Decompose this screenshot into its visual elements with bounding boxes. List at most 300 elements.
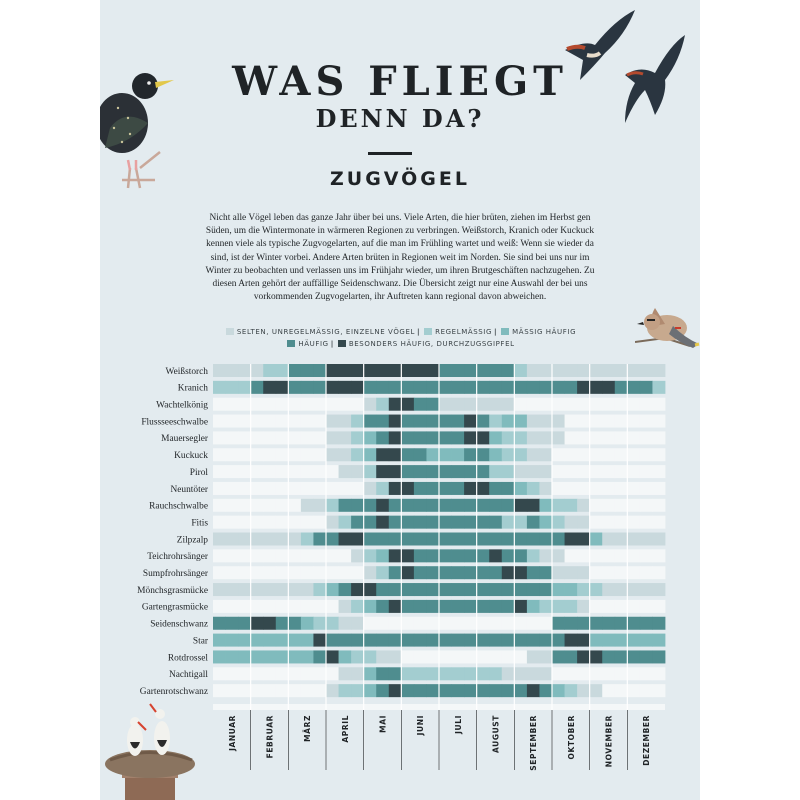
occurrence-cell (452, 667, 465, 680)
occurrence-cell (489, 499, 502, 512)
occurrence-cell (376, 600, 389, 613)
occurrence-cell (489, 549, 502, 562)
occurrence-cell (615, 634, 628, 647)
occurrence-cell (288, 600, 301, 613)
occurrence-cell (301, 533, 314, 546)
occurrence-cell (288, 533, 301, 546)
occurrence-cell (652, 583, 665, 596)
occurrence-cell (577, 684, 590, 697)
occurrence-cell (577, 617, 590, 630)
occurrence-cell (439, 431, 452, 444)
occurrence-cell (590, 600, 603, 613)
occurrence-cell (502, 398, 515, 411)
occurrence-cell (313, 482, 326, 495)
month-label: OKTOBER (566, 715, 576, 760)
occurrence-cell (276, 600, 289, 613)
occurrence-cell (339, 549, 352, 562)
occurrence-cell (389, 667, 402, 680)
occurrence-cell (288, 465, 301, 478)
occurrence-cell (339, 415, 352, 428)
occurrence-cell (539, 482, 552, 495)
occurrence-cell (565, 533, 578, 546)
occurrence-cell (577, 499, 590, 512)
occurrence-cell (251, 650, 264, 663)
occurrence-cell (577, 549, 590, 562)
occurrence-cell (326, 516, 339, 529)
occurrence-cell (376, 566, 389, 579)
occurrence-cell (426, 448, 439, 461)
occurrence-cell (326, 381, 339, 394)
occurrence-cell (401, 415, 414, 428)
occurrence-cell (414, 583, 427, 596)
occurrence-cell (401, 533, 414, 546)
occurrence-cell (276, 431, 289, 444)
occurrence-cell (339, 516, 352, 529)
occurrence-cell (288, 516, 301, 529)
occurrence-cell (477, 398, 490, 411)
occurrence-cell (238, 431, 251, 444)
occurrence-cell (401, 650, 414, 663)
occurrence-cell (489, 533, 502, 546)
occurrence-cell (452, 465, 465, 478)
occurrence-cell (502, 431, 515, 444)
occurrence-cell (552, 600, 565, 613)
occurrence-cell (502, 499, 515, 512)
occurrence-cell (539, 650, 552, 663)
occurrence-cell (263, 499, 276, 512)
occurrence-cell (389, 566, 402, 579)
occurrence-cell (627, 381, 640, 394)
occurrence-cell (414, 650, 427, 663)
occurrence-cell (313, 448, 326, 461)
occurrence-cell (615, 381, 628, 394)
occurrence-cell (313, 566, 326, 579)
occurrence-cell (615, 583, 628, 596)
poster (100, 0, 700, 800)
legend-label-2: REGELMÄSSIG (435, 328, 492, 336)
occurrence-cell (615, 448, 628, 461)
occurrence-cell (288, 381, 301, 394)
occurrence-cell (251, 415, 264, 428)
occurrence-cell (351, 448, 364, 461)
occurrence-cell (464, 415, 477, 428)
occurrence-cell (263, 684, 276, 697)
occurrence-cell (238, 482, 251, 495)
occurrence-cell (527, 465, 540, 478)
occurrence-cell (389, 634, 402, 647)
occurrence-cell (439, 566, 452, 579)
occurrence-cell (351, 499, 364, 512)
occurrence-cell (414, 566, 427, 579)
occurrence-cell (339, 600, 352, 613)
occurrence-cell (477, 566, 490, 579)
occurrence-cell (213, 583, 226, 596)
occurrence-cell (426, 364, 439, 377)
occurrence-cell (426, 516, 439, 529)
occurrence-cell (502, 634, 515, 647)
occurrence-cell (577, 431, 590, 444)
occurrence-cell (238, 549, 251, 562)
occurrence-cell (514, 398, 527, 411)
occurrence-cell (414, 398, 427, 411)
occurrence-cell (602, 583, 615, 596)
occurrence-cell (552, 667, 565, 680)
occurrence-cell (627, 667, 640, 680)
occurrence-cell (590, 516, 603, 529)
occurrence-cell (364, 600, 377, 613)
occurrence-cell (602, 549, 615, 562)
occurrence-cell (414, 684, 427, 697)
occurrence-cell (389, 448, 402, 461)
occurrence-cell (552, 650, 565, 663)
occurrence-cell (263, 533, 276, 546)
occurrence-cell (477, 499, 490, 512)
occurrence-cell (590, 634, 603, 647)
occurrence-cell (226, 465, 239, 478)
occurrence-cell (351, 634, 364, 647)
occurrence-cell (464, 533, 477, 546)
occurrence-cell (364, 549, 377, 562)
occurrence-cell (251, 634, 264, 647)
occurrence-cell (652, 600, 665, 613)
occurrence-cell (401, 398, 414, 411)
occurrence-cell (615, 549, 628, 562)
occurrence-cell (464, 549, 477, 562)
occurrence-cell (615, 499, 628, 512)
occurrence-cell (489, 650, 502, 663)
page-subtitle: ZUGVÖGEL (329, 168, 470, 190)
species-label: Neuntöter (170, 484, 208, 495)
occurrence-cell (339, 566, 352, 579)
occurrence-cell (426, 465, 439, 478)
occurrence-cell (351, 600, 364, 613)
occurrence-cell (226, 499, 239, 512)
occurrence-cell (313, 600, 326, 613)
occurrence-cell (326, 667, 339, 680)
page-title-line2: DENN DA? (315, 104, 485, 133)
occurrence-cell (339, 583, 352, 596)
occurrence-cell (389, 516, 402, 529)
occurrence-cell (627, 499, 640, 512)
occurrence-cell (552, 398, 565, 411)
occurrence-cell (552, 381, 565, 394)
occurrence-cell (502, 465, 515, 478)
occurrence-cell (439, 549, 452, 562)
occurrence-cell (351, 415, 364, 428)
occurrence-cell (577, 381, 590, 394)
occurrence-cell (602, 566, 615, 579)
occurrence-cell (590, 381, 603, 394)
occurrence-cell (489, 465, 502, 478)
occurrence-cell (351, 364, 364, 377)
species-label: Fitis (191, 518, 208, 529)
occurrence-cell (301, 617, 314, 630)
occurrence-cell (326, 415, 339, 428)
occurrence-cell (301, 364, 314, 377)
waxwing-illustration (635, 298, 700, 360)
occurrence-cell (251, 533, 264, 546)
occurrence-cell (263, 516, 276, 529)
occurrence-cell (401, 431, 414, 444)
occurrence-cell (452, 617, 465, 630)
occurrence-cell (565, 667, 578, 680)
occurrence-cell (590, 617, 603, 630)
occurrence-cell (590, 431, 603, 444)
occurrence-cell (640, 448, 653, 461)
occurrence-cell (577, 600, 590, 613)
occurrence-cell (652, 398, 665, 411)
occurrence-cell (615, 533, 628, 546)
occurrence-cell (288, 684, 301, 697)
species-label: Kranich (177, 383, 208, 394)
occurrence-cell (552, 364, 565, 377)
occurrence-cell (652, 533, 665, 546)
occurrence-cell (439, 684, 452, 697)
occurrence-cell (414, 667, 427, 680)
occurrence-cell (238, 684, 251, 697)
occurrence-cell (313, 465, 326, 478)
month-label: JUNI (416, 715, 426, 736)
occurrence-cell (226, 684, 239, 697)
occurrence-cell (489, 617, 502, 630)
occurrence-cell (452, 600, 465, 613)
occurrence-cell (439, 482, 452, 495)
occurrence-cell (464, 398, 477, 411)
occurrence-cell (301, 549, 314, 562)
legend-separator: | (494, 328, 498, 336)
occurrence-cell (401, 549, 414, 562)
occurrence-cell (339, 364, 352, 377)
occurrence-cell (652, 415, 665, 428)
occurrence-cell (539, 516, 552, 529)
occurrence-cell (565, 415, 578, 428)
occurrence-cell (263, 415, 276, 428)
occurrence-cell (527, 516, 540, 529)
occurrence-cell (590, 684, 603, 697)
occurrence-cell (652, 448, 665, 461)
occurrence-cell (489, 566, 502, 579)
occurrence-cell (590, 482, 603, 495)
occurrence-cell (590, 533, 603, 546)
occurrence-cell (351, 549, 364, 562)
occurrence-cell (313, 617, 326, 630)
occurrence-cell (426, 415, 439, 428)
occurrence-cell (552, 499, 565, 512)
month-label: FEBRUAR (265, 715, 275, 759)
occurrence-cell (640, 617, 653, 630)
occurrence-cell (565, 465, 578, 478)
occurrence-cell (389, 381, 402, 394)
species-label: Weißstorch (165, 366, 208, 377)
occurrence-cell (288, 566, 301, 579)
occurrence-cell (477, 415, 490, 428)
occurrence-cell (577, 634, 590, 647)
occurrence-cell (414, 499, 427, 512)
occurrence-cell (552, 617, 565, 630)
occurrence-cell (627, 617, 640, 630)
occurrence-cell (527, 431, 540, 444)
occurrence-cell (527, 448, 540, 461)
occurrence-cell (640, 684, 653, 697)
occurrence-cell (527, 684, 540, 697)
occurrence-cell (439, 415, 452, 428)
occurrence-cell (627, 482, 640, 495)
occurrence-cell (539, 499, 552, 512)
occurrence-cell (514, 583, 527, 596)
occurrence-cell (652, 634, 665, 647)
occurrence-cell (389, 431, 402, 444)
occurrence-cell (351, 516, 364, 529)
occurrence-cell (452, 516, 465, 529)
occurrence-cell (539, 667, 552, 680)
occurrence-cell (590, 549, 603, 562)
occurrence-cell (389, 364, 402, 377)
occurrence-cell (288, 482, 301, 495)
occurrence-cell (326, 431, 339, 444)
occurrence-cell (552, 549, 565, 562)
occurrence-cell (439, 364, 452, 377)
occurrence-cell (339, 533, 352, 546)
occurrence-cell (276, 634, 289, 647)
occurrence-cell (313, 364, 326, 377)
occurrence-cell (376, 684, 389, 697)
occurrence-cell (376, 381, 389, 394)
occurrence-cell (615, 667, 628, 680)
occurrence-cell (477, 549, 490, 562)
occurrence-cell (276, 684, 289, 697)
occurrence-cell (376, 364, 389, 377)
occurrence-cell (313, 398, 326, 411)
occurrence-cell (213, 499, 226, 512)
occurrence-cell (477, 482, 490, 495)
occurrence-cell (414, 465, 427, 478)
occurrence-cell (251, 482, 264, 495)
occurrence-cell (226, 364, 239, 377)
occurrence-cell (301, 634, 314, 647)
occurrence-cell (452, 533, 465, 546)
occurrence-cell (401, 617, 414, 630)
occurrence-cell (226, 549, 239, 562)
occurrence-cell (238, 364, 251, 377)
occurrence-cell (577, 364, 590, 377)
occurrence-cell (313, 650, 326, 663)
occurrence-cell (326, 465, 339, 478)
occurrence-cell (364, 667, 377, 680)
occurrence-cell (276, 533, 289, 546)
occurrence-cell (426, 634, 439, 647)
legend-label-4: HÄUFIG (298, 340, 329, 348)
occurrence-cell (439, 448, 452, 461)
occurrence-cell (401, 364, 414, 377)
occurrence-cell (514, 533, 527, 546)
occurrence-cell (401, 381, 414, 394)
occurrence-cell (339, 667, 352, 680)
occurrence-cell (313, 499, 326, 512)
occurrence-cell (477, 381, 490, 394)
occurrence-cell (251, 516, 264, 529)
occurrence-cell (276, 549, 289, 562)
occurrence-cell (414, 364, 427, 377)
occurrence-cell (238, 600, 251, 613)
occurrence-cell (627, 583, 640, 596)
occurrence-cell (489, 415, 502, 428)
occurrence-cell (339, 465, 352, 478)
occurrence-cell (364, 465, 377, 478)
occurrence-cell (401, 667, 414, 680)
occurrence-cell (389, 398, 402, 411)
occurrence-cell (389, 549, 402, 562)
occurrence-cell (439, 583, 452, 596)
occurrence-cell (514, 516, 527, 529)
occurrence-cell (426, 650, 439, 663)
occurrence-cell (213, 667, 226, 680)
occurrence-cell (213, 684, 226, 697)
occurrence-cell (590, 583, 603, 596)
occurrence-cell (339, 431, 352, 444)
occurrence-cell (452, 448, 465, 461)
occurrence-cell (288, 667, 301, 680)
occurrence-cell (414, 431, 427, 444)
occurrence-cell (439, 634, 452, 647)
occurrence-cell (351, 398, 364, 411)
occurrence-cell (539, 364, 552, 377)
occurrence-cell (326, 398, 339, 411)
occurrence-cell (301, 482, 314, 495)
occurrence-cell (477, 533, 490, 546)
occurrence-cell (414, 600, 427, 613)
occurrence-cell (514, 566, 527, 579)
species-label: Zilpzalp (176, 535, 208, 546)
occurrence-cell (426, 533, 439, 546)
occurrence-cell (376, 499, 389, 512)
occurrence-cell (502, 667, 515, 680)
occurrence-cell (602, 431, 615, 444)
occurrence-cell (464, 516, 477, 529)
occurrence-cell (288, 617, 301, 630)
occurrence-cell (339, 617, 352, 630)
occurrence-cell (326, 566, 339, 579)
occurrence-cell (401, 465, 414, 478)
occurrence-cell (565, 583, 578, 596)
occurrence-cell (640, 364, 653, 377)
occurrence-cell (339, 482, 352, 495)
occurrence-cell (401, 600, 414, 613)
occurrence-cell (640, 381, 653, 394)
occurrence-cell (539, 600, 552, 613)
occurrence-cell (238, 650, 251, 663)
occurrence-cell (251, 600, 264, 613)
occurrence-cell (640, 566, 653, 579)
occurrence-cell (514, 667, 527, 680)
swallow-illustration (555, 5, 700, 130)
occurrence-cell (364, 448, 377, 461)
occurrence-cell (464, 499, 477, 512)
occurrence-cell (238, 583, 251, 596)
occurrence-cell (263, 583, 276, 596)
occurrence-cell (326, 634, 339, 647)
occurrence-cell (401, 684, 414, 697)
occurrence-cell (376, 533, 389, 546)
occurrence-cell (514, 364, 527, 377)
occurrence-cell (301, 566, 314, 579)
occurrence-cell (514, 600, 527, 613)
occurrence-cell (326, 364, 339, 377)
occurrence-cell (640, 583, 653, 596)
occurrence-cell (590, 448, 603, 461)
occurrence-cell (615, 566, 628, 579)
occurrence-cell (276, 667, 289, 680)
occurrence-cell (226, 533, 239, 546)
